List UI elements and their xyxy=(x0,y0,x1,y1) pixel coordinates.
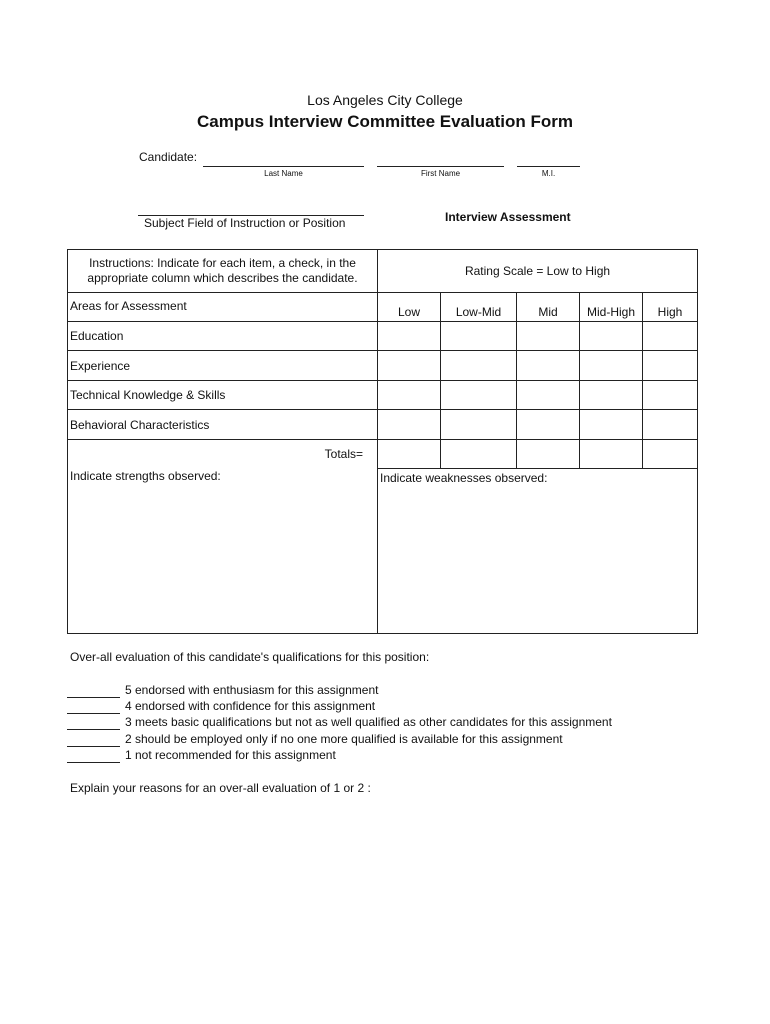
table-row xyxy=(68,322,698,351)
first-name-field[interactable] xyxy=(377,166,504,167)
weaknesses-label: Indicate weaknesses observed: xyxy=(380,471,548,485)
total-cell[interactable] xyxy=(378,440,441,469)
check-cell[interactable] xyxy=(378,410,441,440)
option-5 xyxy=(67,683,379,699)
col-low-mid: Low-Mid xyxy=(441,293,517,322)
check-cell[interactable] xyxy=(517,351,580,381)
check-cell[interactable] xyxy=(517,322,580,351)
instructions: Instructions: Indicate for each item, a check, in the appropriate column which describes the candidate. xyxy=(68,250,378,293)
rating-blank[interactable] xyxy=(67,715,120,730)
college-name: Los Angeles City College xyxy=(307,92,463,108)
check-cell[interactable] xyxy=(441,410,517,440)
option-4 xyxy=(67,699,376,715)
last-name-field[interactable] xyxy=(203,166,364,167)
interview-assessment-heading: Interview Assessment xyxy=(445,210,571,224)
col-low: Low xyxy=(378,293,441,322)
row-behavioral: Behavioral Characteristics xyxy=(68,410,378,440)
check-cell[interactable] xyxy=(378,381,441,410)
total-cell[interactable] xyxy=(580,440,643,469)
weaknesses-area[interactable] xyxy=(378,469,698,634)
col-high: High xyxy=(643,293,698,322)
total-cell[interactable] xyxy=(441,440,517,469)
table-row xyxy=(68,410,698,440)
check-cell[interactable] xyxy=(441,351,517,381)
col-mid-high: Mid-High xyxy=(580,293,643,322)
mi-field[interactable] xyxy=(517,166,580,167)
check-cell[interactable] xyxy=(643,351,698,381)
option-text: 5 endorsed with enthusiasm for this assignment xyxy=(125,683,379,697)
option-3 xyxy=(67,715,612,731)
check-cell[interactable] xyxy=(580,381,643,410)
total-cell[interactable] xyxy=(517,440,580,469)
totals-row xyxy=(68,440,698,469)
option-text: 1 not recommended for this assignment xyxy=(125,748,336,762)
table-row xyxy=(68,381,698,410)
check-cell[interactable] xyxy=(643,410,698,440)
check-cell[interactable] xyxy=(580,351,643,381)
overall-prompt: Over-all evaluation of this candidate's qualifications for this position: xyxy=(70,650,430,664)
option-text: 4 endorsed with confidence for this assignment xyxy=(125,699,376,713)
col-mid: Mid xyxy=(517,293,580,322)
row-education: Education xyxy=(68,322,378,351)
strengths-label: Indicate strengths observed: xyxy=(70,468,221,483)
rating-scale: Rating Scale = Low to High xyxy=(378,250,698,293)
check-cell[interactable] xyxy=(517,410,580,440)
rating-blank[interactable] xyxy=(67,748,120,763)
check-cell[interactable] xyxy=(378,322,441,351)
check-cell[interactable] xyxy=(378,351,441,381)
check-cell[interactable] xyxy=(517,381,580,410)
explain-prompt: Explain your reasons for an over-all evaluation of 1 or 2 : xyxy=(70,781,371,795)
check-cell[interactable] xyxy=(441,381,517,410)
option-text: 2 should be employed only if no one more qualified is available for this assignment xyxy=(125,732,563,746)
candidate-label: Candidate: xyxy=(139,150,198,164)
areas-header: Areas for Assessment xyxy=(68,293,378,322)
row-experience: Experience xyxy=(68,351,378,381)
form-title: Campus Interview Committee Evaluation Form xyxy=(197,112,573,131)
rating-blank[interactable] xyxy=(67,732,120,747)
rating-blank[interactable] xyxy=(67,683,120,698)
rating-blank[interactable] xyxy=(67,699,120,714)
check-cell[interactable] xyxy=(441,322,517,351)
check-cell[interactable] xyxy=(643,381,698,410)
row-technical-knowledge: Technical Knowledge & Skills xyxy=(68,381,378,410)
last-name-label: Last Name xyxy=(264,169,303,178)
total-cell[interactable] xyxy=(643,440,698,469)
option-1 xyxy=(67,748,336,764)
check-cell[interactable] xyxy=(580,410,643,440)
option-2 xyxy=(67,732,563,748)
option-text: 3 meets basic qualifications but not as well qualified as other candidates for this assignment xyxy=(125,715,612,729)
table-row xyxy=(68,351,698,381)
strengths-area[interactable] xyxy=(68,469,378,634)
subject-label: Subject Field of Instruction or Position xyxy=(144,216,346,230)
check-cell[interactable] xyxy=(643,322,698,351)
mi-label: M.I. xyxy=(541,169,556,178)
assessment-table xyxy=(67,249,698,634)
check-cell[interactable] xyxy=(580,322,643,351)
first-name-label: First Name xyxy=(420,169,461,178)
totals-label: Totals= xyxy=(68,440,378,469)
